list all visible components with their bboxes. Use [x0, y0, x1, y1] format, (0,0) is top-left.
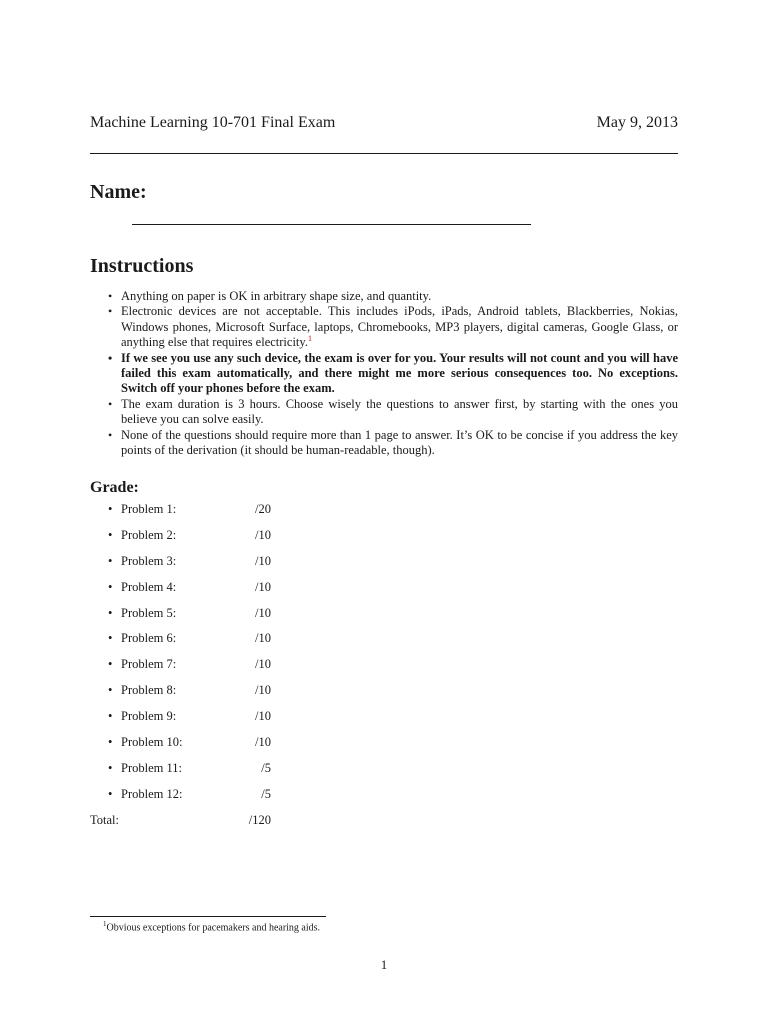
- problem-max-score: /10: [255, 657, 271, 672]
- bullet-icon: •: [108, 786, 113, 801]
- problem-max-score: /10: [255, 605, 271, 620]
- bullet-icon: •: [108, 683, 113, 698]
- instructions-list: [108, 289, 678, 458]
- total-label: Total:: [90, 813, 119, 827]
- grade-row: [108, 630, 308, 656]
- problem-max-score: /10: [255, 579, 271, 594]
- header-divider: [90, 153, 678, 154]
- grade-list: [108, 501, 308, 812]
- name-blank-line: [132, 224, 531, 225]
- problem-label: Problem 5:: [121, 605, 177, 620]
- problem-label: Problem 1:: [121, 502, 177, 516]
- grade-row: [108, 501, 308, 527]
- footnote-number: 1: [103, 920, 107, 928]
- problem-label: Problem 4:: [121, 579, 177, 594]
- problem-label: Problem 7:: [121, 657, 177, 672]
- problem-label: Problem 2:: [121, 527, 177, 542]
- instruction-text: Anything on paper is OK in arbitrary shape size, and quantity.: [121, 289, 432, 303]
- bullet-icon: •: [108, 502, 113, 516]
- bullet-icon: •: [108, 735, 113, 750]
- grade-row: [108, 656, 308, 682]
- instruction-item: [108, 428, 678, 459]
- bullet-icon: •: [108, 657, 113, 672]
- grade-row: [108, 786, 308, 812]
- bullet-icon: •: [108, 605, 113, 620]
- bullet-icon: •: [108, 579, 113, 594]
- footnote-text: Obvious exceptions for pacemakers and hearing aids.: [106, 922, 321, 934]
- instruction-text: None of the questions should require more than 1 page to answer. It’s OK to be concise if you address the key points of the derivation (it should be human-readable, though).: [121, 427, 678, 458]
- problem-max-score: /10: [255, 631, 271, 646]
- footnote-marker[interactable]: 1: [307, 334, 312, 344]
- problem-label: Problem 6:: [121, 631, 177, 646]
- exam-title: Machine Learning 10-701 Final Exam: [90, 114, 336, 131]
- footnote: [103, 920, 320, 933]
- instruction-text: If we see you use any such device, the exam is over for you. Your results will not count and you will have failed this exam automatically, and there might me more serious consequences too. No exceptions. Switch off your phones before the exam.: [121, 350, 678, 396]
- problem-label: Problem 3:: [121, 553, 177, 568]
- instruction-item: [108, 304, 678, 350]
- exam-date: May 9, 2013: [596, 114, 678, 131]
- grade-row: [108, 579, 308, 605]
- footnote-divider: [90, 916, 326, 917]
- total-max-score: /120: [248, 813, 271, 827]
- problem-label: Problem 11:: [121, 760, 182, 775]
- instructions-heading: Instructions: [90, 255, 194, 277]
- grade-row: [108, 708, 308, 734]
- problem-label: Problem 10:: [121, 735, 183, 750]
- bullet-icon: •: [108, 760, 113, 775]
- problem-max-score: /5: [261, 786, 271, 801]
- instruction-item: [108, 397, 678, 428]
- problem-max-score: /10: [255, 709, 271, 724]
- instruction-text: The exam duration is 3 hours. Choose wisely the questions to answer first, by starting with the ones you believe you can solve easily.: [121, 396, 678, 427]
- problem-max-score: /10: [255, 527, 271, 542]
- bullet-icon: •: [108, 631, 113, 646]
- problem-max-score: /10: [255, 735, 271, 750]
- problem-max-score: /10: [255, 683, 271, 698]
- instruction-text: Electronic devices are not acceptable. This includes iPods, iPads, Android tablets, Blackberries, Nokias, Windows phones, Microsoft Surface, laptops, Chromebooks, MP3 players, digital cameras, Google Glass, or anything else that requires electricity.: [121, 304, 678, 350]
- instruction-item: [108, 289, 678, 304]
- bullet-icon: •: [108, 553, 113, 568]
- grade-row: [108, 553, 308, 579]
- problem-label: Problem 9:: [121, 709, 177, 724]
- grade-heading: Grade:: [90, 479, 139, 496]
- instruction-item-warning: [108, 351, 678, 397]
- problem-max-score: /10: [255, 553, 271, 568]
- bullet-icon: •: [108, 527, 113, 542]
- grade-row: [108, 760, 308, 786]
- problem-max-score: /20: [255, 502, 271, 516]
- problem-label: Problem 12:: [121, 786, 183, 801]
- problem-max-score: /5: [261, 760, 271, 775]
- page-number: 1: [380, 957, 388, 972]
- name-heading: Name:: [90, 181, 147, 203]
- problem-label: Problem 8:: [121, 683, 177, 698]
- grade-row: [108, 734, 308, 760]
- grade-row: [108, 527, 308, 553]
- bullet-icon: •: [108, 709, 113, 724]
- grade-row: [108, 682, 308, 708]
- grade-row: [108, 605, 308, 631]
